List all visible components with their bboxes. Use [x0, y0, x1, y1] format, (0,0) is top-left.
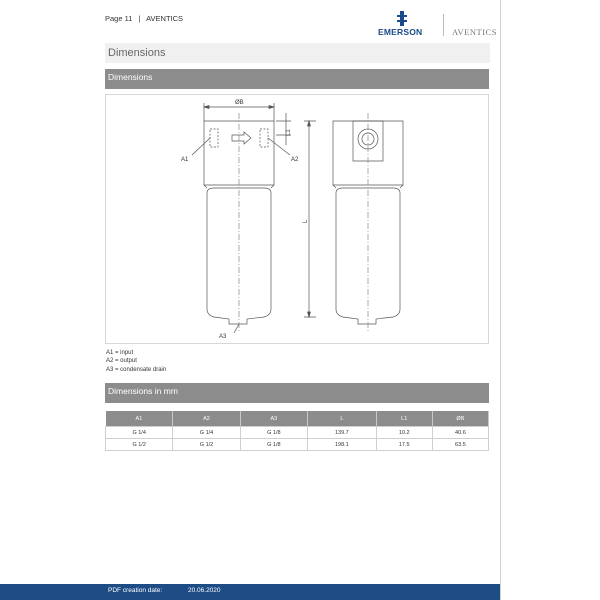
- page-header: [105, 14, 187, 23]
- a2-leader: [268, 138, 290, 155]
- label-a1: A1: [181, 157, 189, 163]
- footer-bar: [0, 584, 500, 600]
- table-cell: 63.5: [432, 439, 488, 451]
- header-l1: L1: [376, 411, 432, 427]
- header-a1: A1: [106, 411, 173, 427]
- page-number: Page 11: [105, 14, 133, 23]
- footer-label: PDF creation date:: [108, 587, 163, 594]
- table-cell: G 1/4: [173, 427, 240, 439]
- dimensions-mm-bar: [105, 383, 489, 403]
- header-separator: |: [138, 14, 141, 23]
- legend-item: A3 = condensate drain: [106, 366, 167, 373]
- flow-arrow-icon: [232, 132, 251, 144]
- legend-item: A1 = input: [106, 350, 134, 356]
- table-cell: G 1/2: [173, 439, 240, 451]
- table-cell: 139.7: [308, 427, 377, 439]
- port-legend: [106, 349, 166, 374]
- table-header-row: [106, 411, 489, 427]
- l-dimension-line: [304, 121, 316, 317]
- header-l: L: [308, 411, 377, 427]
- page-edge: [500, 0, 501, 600]
- label-a2: A2: [291, 157, 299, 163]
- aventics-logo: AVENTICS: [452, 27, 497, 37]
- table-cell: G 1/4: [106, 427, 173, 439]
- table-cell: G 1/8: [240, 439, 307, 451]
- header-a3: A3: [240, 411, 307, 427]
- table-row: [106, 439, 489, 451]
- header-a2: A2: [173, 411, 240, 427]
- logo-divider: [443, 14, 444, 36]
- port-a1-outline: [210, 129, 218, 147]
- section-title-text: Dimensions: [108, 47, 166, 59]
- table-cell: 198.1: [308, 439, 377, 451]
- l1-dimension-line: [276, 113, 291, 145]
- table-cell: G 1/2: [106, 439, 173, 451]
- label-l1: L1: [286, 129, 292, 136]
- emerson-emblem-icon: [378, 10, 434, 27]
- dimensions-mm-bar-text: Dimensions in mm: [108, 386, 178, 396]
- table-cell: 17.5: [376, 439, 432, 451]
- table-cell: 40.6: [432, 427, 488, 439]
- table-cell: G 1/8: [240, 427, 307, 439]
- dimension-drawing: [105, 94, 489, 344]
- footer-date: 20.06.2020: [188, 587, 221, 594]
- header-diameter: ØB: [432, 411, 488, 427]
- dimensions-bar: [105, 69, 489, 89]
- dimensions-table: [105, 411, 489, 451]
- legend-item: A2 = output: [106, 358, 137, 365]
- header-company: AVENTICS: [146, 14, 184, 23]
- label-a3: A3: [219, 334, 227, 340]
- table-row: [106, 427, 489, 439]
- a1-leader: [192, 138, 210, 155]
- a3-leader: [234, 324, 239, 333]
- section-title: [105, 43, 490, 63]
- table-cell: 10.2: [376, 427, 432, 439]
- label-l: L: [303, 219, 309, 223]
- label-diameter: ØB: [235, 100, 244, 106]
- front-head-outline: [204, 121, 274, 185]
- side-head-outline: [333, 121, 403, 185]
- emerson-wordmark: EMERSON: [378, 27, 423, 37]
- filter-technical-drawing: [106, 95, 490, 345]
- dimensions-bar-text: Dimensions: [108, 72, 153, 82]
- port-a2-outline: [260, 129, 268, 147]
- emerson-logo: [378, 10, 434, 38]
